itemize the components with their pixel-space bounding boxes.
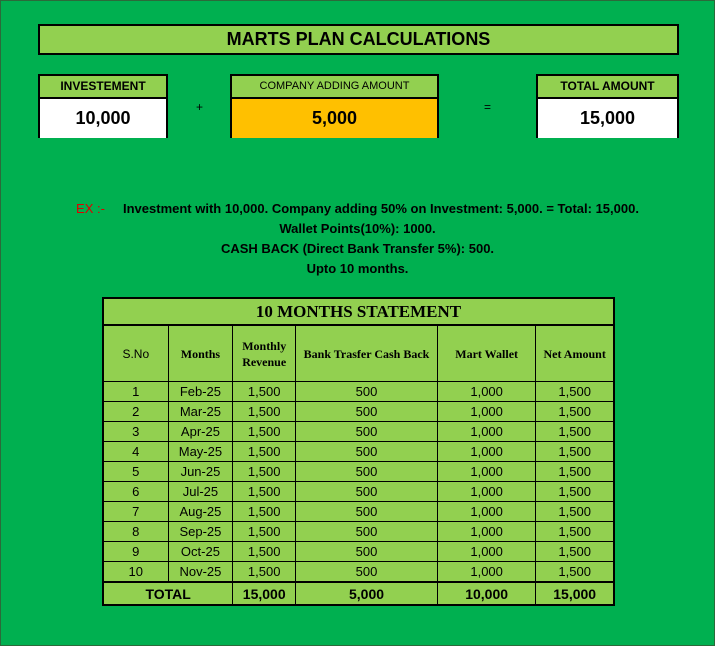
example-line-3: CASH BACK (Direct Bank Transfer 5%): 500. [220,241,495,256]
cell-revenue: 1,500 [233,422,296,442]
cell-cashback: 500 [296,482,438,502]
cell-revenue: 1,500 [233,442,296,462]
example-line-2: Wallet Points(10%): 1000. [279,221,436,236]
header-months: Months [168,325,233,382]
cell-wallet: 1,000 [437,422,535,442]
plus-sign: + [196,100,204,114]
cell-wallet: 1,000 [437,502,535,522]
company-card [230,74,439,138]
example-text-1: Investment with 10,000. Company adding 50% on Investment: 5,000. = Total: 15,000. [123,201,639,216]
cell-cashback: 500 [296,402,438,422]
cell-cashback: 500 [296,522,438,542]
cell-cashback: 500 [296,542,438,562]
cell-month: Sep-25 [168,522,233,542]
total-label: TOTAL AMOUNT [538,76,677,99]
header-revenue: Monthly Revenue [233,325,296,382]
total-net: 15,000 [536,582,614,605]
cell-month: Apr-25 [168,422,233,442]
cell-month: Jul-25 [168,482,233,502]
cell-sno: 5 [103,462,168,482]
cell-sno: 7 [103,502,168,522]
cell-wallet: 1,000 [437,542,535,562]
table-row [103,382,614,402]
investment-card [38,74,168,138]
cell-month: Nov-25 [168,562,233,583]
total-row [103,582,614,605]
cell-month: Mar-25 [168,402,233,422]
cell-net: 1,500 [536,422,614,442]
cell-cashback: 500 [296,442,438,462]
table-row [103,422,614,442]
cell-revenue: 1,500 [233,502,296,522]
cell-net: 1,500 [536,442,614,462]
cell-month: Aug-25 [168,502,233,522]
cell-month: Feb-25 [168,382,233,402]
cell-wallet: 1,000 [437,442,535,462]
table-row [103,462,614,482]
header-wallet: Mart Wallet [437,325,535,382]
table-row [103,402,614,422]
table-row [103,442,614,462]
header-cashback: Bank Trasfer Cash Back [296,325,438,382]
cell-sno: 6 [103,482,168,502]
total-wallet: 10,000 [437,582,535,605]
cell-revenue: 1,500 [233,382,296,402]
cell-sno: 8 [103,522,168,542]
company-label: COMPANY ADDING AMOUNT [232,76,437,99]
cell-cashback: 500 [296,462,438,482]
cell-wallet: 1,000 [437,462,535,482]
cell-net: 1,500 [536,502,614,522]
investment-label: INVESTEMENT [40,76,166,99]
cell-net: 1,500 [536,402,614,422]
header-sno: S.No [103,325,168,382]
example-line-1 [0,201,715,216]
cell-month: Jun-25 [168,462,233,482]
cell-sno: 2 [103,402,168,422]
total-revenue: 15,000 [233,582,296,605]
table-row [103,562,614,583]
example-prefix: EX :- [76,201,105,216]
total-row-label: TOTAL [103,582,233,605]
cell-sno: 3 [103,422,168,442]
investment-value: 10,000 [40,99,166,138]
total-cashback: 5,000 [296,582,438,605]
cell-cashback: 500 [296,422,438,442]
cell-revenue: 1,500 [233,522,296,542]
cell-wallet: 1,000 [437,522,535,542]
cell-net: 1,500 [536,562,614,583]
equals-sign: = [484,100,492,114]
cell-net: 1,500 [536,382,614,402]
cell-month: Oct-25 [168,542,233,562]
cell-net: 1,500 [536,542,614,562]
cell-wallet: 1,000 [437,402,535,422]
cell-wallet: 1,000 [437,382,535,402]
cell-net: 1,500 [536,462,614,482]
cell-net: 1,500 [536,522,614,542]
statement-caption: 10 MONTHS STATEMENT [103,298,614,325]
total-value: 15,000 [538,99,677,138]
page-title: MARTS PLAN CALCULATIONS [38,24,679,55]
cell-sno: 10 [103,562,168,583]
total-card [536,74,679,138]
cell-sno: 1 [103,382,168,402]
table-row [103,502,614,522]
cell-cashback: 500 [296,502,438,522]
table-row [103,542,614,562]
cell-wallet: 1,000 [437,562,535,583]
cell-net: 1,500 [536,482,614,502]
cell-sno: 4 [103,442,168,462]
cell-revenue: 1,500 [233,542,296,562]
statement-table [102,297,615,606]
cell-revenue: 1,500 [233,402,296,422]
table-row [103,482,614,502]
cell-wallet: 1,000 [437,482,535,502]
cell-revenue: 1,500 [233,462,296,482]
cell-cashback: 500 [296,382,438,402]
header-net: Net Amount [536,325,614,382]
cell-sno: 9 [103,542,168,562]
company-value: 5,000 [232,99,437,138]
table-row [103,522,614,542]
cell-revenue: 1,500 [233,482,296,502]
example-line-4: Upto 10 months. [306,261,409,276]
cell-cashback: 500 [296,562,438,583]
cell-revenue: 1,500 [233,562,296,583]
cell-month: May-25 [168,442,233,462]
